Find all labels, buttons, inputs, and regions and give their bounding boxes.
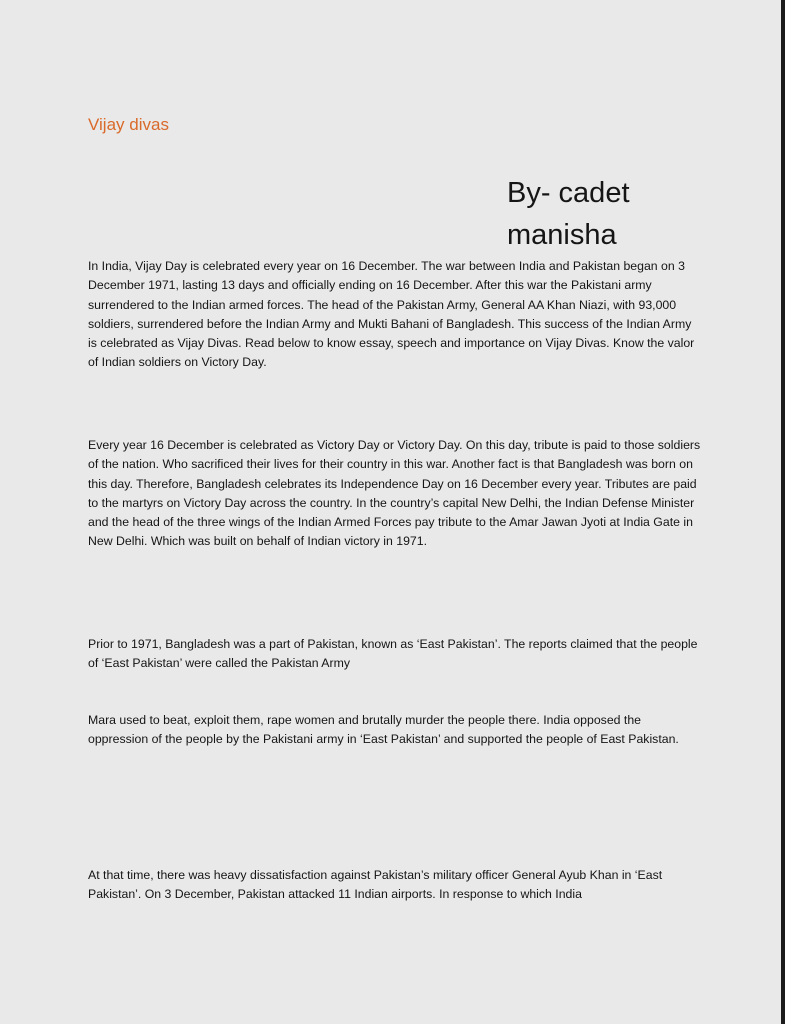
paragraph-oppression: Mara used to beat, exploit them, rape women and brutally murder the people there. India opposed the oppression of the people by the Pakistani army in ‘East Pakistan’ and supported the people of East Pakistan. [88,713,679,747]
paragraph-victory-day: Every year 16 December is celebrated as Victory Day or Victory Day. On this day, tribute is paid to those soldiers of the nation. Who sacrificed their lives for their country in this war. Another fact is that Bangladesh was born on this day. Therefore, Bangladesh celebrates its Independence Day on 16 December every year. Tributes are paid to the martyrs on Victory Day across the country. In the country’s capital New Delhi, the Indian Defense Minister and the head of the three wings of the Indian Armed Forces pay tribute to the Amar Jawan Jyoti at India Gate in New Delhi. Which was built on behalf of Indian victory in 1971. [88,438,701,549]
author-byline: By- cadet manisha [507,177,630,251]
document-heading: Vijay divas [88,115,169,134]
paragraph-dissatisfaction: At that time, there was heavy dissatisfaction against Pakistan’s military officer General Ayub Khan in ‘East Pakistan’. On 3 December, Pakistan attacked 11 Indian airports. In response to which India [88,868,663,902]
paragraph-east-pakistan: Prior to 1971, Bangladesh was a part of Pakistan, known as ‘East Pakistan’. The reports claimed that the people of ‘East Pakistan’ were called the Pakistan Army [88,637,698,671]
paragraph-intro: In India, Vijay Day is celebrated every year on 16 December. The war between India and Pakistan began on 3 December 1971, lasting 13 days and officially ending on 16 December. After this war the Pakistani army surrendered to the Indian armed forces. The head of the Pakistan Army, General AA Khan Niazi, with 93,000 soldiers, surrendered before the Indian Army and Mukti Bahani of Bangladesh. This success of the Indian Army is celebrated as Vijay Divas. Read below to know essay, speech and importance on Vijay Divas. Know the valor of Indian soldiers on Victory Day. [88,259,695,370]
